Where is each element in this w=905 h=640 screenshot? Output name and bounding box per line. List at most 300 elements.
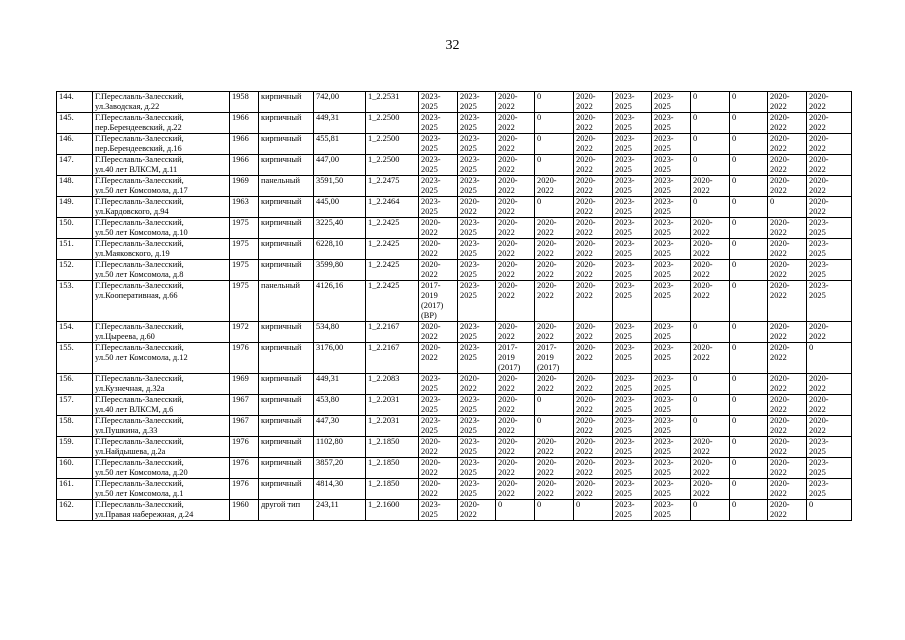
- period-cell-p7: [652, 395, 691, 416]
- material-cell: [259, 92, 314, 113]
- row-number-cell: [57, 395, 93, 416]
- period-cell-p10: [768, 322, 807, 343]
- period-cell-p5: [574, 395, 613, 416]
- period-cell-p8-line: 0: [693, 155, 698, 164]
- period-cell-p6-line: 2023-: [615, 437, 635, 446]
- period-cell-p8-line: 2020-: [693, 281, 713, 290]
- period-cell-p8: [691, 155, 730, 176]
- period-cell-p5: [574, 322, 613, 343]
- period-cell-p1-line: 2025: [421, 510, 438, 519]
- address-cell-line: Г.Переславль-Залесский,: [95, 343, 184, 352]
- period-cell-p10-line: 2022: [770, 102, 787, 111]
- period-cell-p2: [458, 155, 496, 176]
- code-cell-line: 1_2.2031: [368, 416, 400, 425]
- period-cell-p11-line: 2022: [809, 144, 826, 153]
- period-cell-p9-line: 0: [732, 479, 737, 488]
- period-cell-p7-line: 2025: [654, 270, 671, 279]
- period-cell-p8-line: 0: [693, 322, 698, 331]
- period-cell-p7-line: 2025: [654, 102, 671, 111]
- year-cell-line: 1966: [232, 155, 249, 164]
- period-cell-p4-line: 2019: [537, 353, 554, 362]
- period-cell-p11-line: 2022: [809, 405, 826, 414]
- period-cell-p7: [652, 322, 691, 343]
- year-cell: [230, 322, 259, 343]
- period-cell-p11: [807, 500, 852, 521]
- period-cell-p10-line: 2022: [770, 353, 787, 362]
- address-cell-line: ул.Пушкина, д.33: [95, 426, 158, 435]
- material-cell: [259, 479, 314, 500]
- period-cell-p6-line: 2023-: [615, 197, 635, 206]
- period-cell-p1-line: 2023-: [421, 134, 441, 143]
- period-cell-p5-line: 2020-: [576, 281, 596, 290]
- period-cell-p1-line: 2023-: [421, 155, 441, 164]
- address-cell-line: Г.Переславль-Залесский,: [95, 395, 184, 404]
- area-cell: [314, 197, 366, 218]
- period-cell-p8-line: 2020-: [693, 218, 713, 227]
- period-cell-p6: [613, 218, 652, 239]
- material-cell: [259, 500, 314, 521]
- period-cell-p4-line: 0: [537, 395, 542, 404]
- period-cell-p8-line: 0: [693, 134, 698, 143]
- period-cell-p4-line: 2022: [537, 384, 554, 393]
- period-cell-p2: [458, 395, 496, 416]
- period-cell-p11-line: 2025: [809, 468, 826, 477]
- period-cell-p7: [652, 92, 691, 113]
- table-row: [57, 176, 852, 197]
- code-cell-line: 1_2.2425: [368, 239, 400, 248]
- period-cell-p11: [807, 416, 852, 437]
- area-cell-line: 3176,00: [316, 343, 344, 352]
- period-cell-p11: [807, 113, 852, 134]
- page-number: 32: [445, 38, 460, 53]
- address-cell: [93, 281, 230, 322]
- period-cell-p10-line: 2022: [770, 144, 787, 153]
- period-cell-p4: [535, 239, 574, 260]
- period-cell-p10-line: 2022: [770, 405, 787, 414]
- period-cell-p10-line: 2020-: [770, 395, 790, 404]
- period-cell-p10-line: 2020-: [770, 479, 790, 488]
- period-cell-p8: [691, 92, 730, 113]
- row-number-cell-line: 155.: [59, 343, 74, 352]
- material-cell-line: кирпичный: [261, 134, 302, 143]
- row-number-cell-line: 153.: [59, 281, 74, 290]
- period-cell-p11: [807, 437, 852, 458]
- period-cell-p9: [730, 239, 768, 260]
- period-cell-p9: [730, 322, 768, 343]
- period-cell-p5-line: 2020-: [576, 437, 596, 446]
- period-cell-p1: [419, 343, 458, 374]
- period-cell-p3-line: 2022: [498, 384, 515, 393]
- period-cell-p3-line: 2020-: [498, 437, 518, 446]
- period-cell-p6-line: 2023-: [615, 500, 635, 509]
- address-cell: [93, 437, 230, 458]
- table-row: [57, 343, 852, 374]
- period-cell-p8-line: 2020-: [693, 260, 713, 269]
- period-cell-p3: [496, 281, 535, 322]
- period-cell-p2: [458, 239, 496, 260]
- period-cell-p1: [419, 176, 458, 197]
- address-cell-line: Г.Переславль-Залесский,: [95, 416, 184, 425]
- period-cell-p11: [807, 218, 852, 239]
- address-cell-line: ул.Найдышева, д.2а: [95, 447, 166, 456]
- period-cell-p11-line: 0: [809, 500, 814, 509]
- code-cell-line: 1_2.2500: [368, 113, 400, 122]
- period-cell-p9: [730, 281, 768, 322]
- address-cell-line: ул.Заводская, д.22: [95, 102, 160, 111]
- year-cell: [230, 155, 259, 176]
- row-number-cell: [57, 197, 93, 218]
- period-cell-p9: [730, 197, 768, 218]
- period-cell-p1: [419, 134, 458, 155]
- address-cell-line: ул.Цыреева, д.60: [95, 332, 155, 341]
- period-cell-p2: [458, 113, 496, 134]
- period-cell-p4-line: 2022: [537, 270, 554, 279]
- code-cell-line: 1_2.2531: [368, 92, 400, 101]
- address-cell-line: ул.50 лет Комсомола, д.17: [95, 186, 188, 195]
- row-number-cell: [57, 374, 93, 395]
- period-cell-p4-line: 2017-: [537, 343, 557, 352]
- period-cell-p6-line: 2025: [615, 123, 632, 132]
- period-cell-p3-line: 2022: [498, 489, 515, 498]
- period-cell-p9-line: 0: [732, 322, 737, 331]
- period-cell-p6: [613, 239, 652, 260]
- period-cell-p2-line: 2022: [460, 510, 477, 519]
- period-cell-p10-line: 2020-: [770, 134, 790, 143]
- area-cell: [314, 155, 366, 176]
- year-cell: [230, 218, 259, 239]
- period-cell-p5-line: 2020-: [576, 113, 596, 122]
- period-cell-p11: [807, 176, 852, 197]
- period-cell-p7-line: 2023-: [654, 218, 674, 227]
- period-cell-p2-line: 2025: [460, 270, 477, 279]
- period-cell-p5: [574, 239, 613, 260]
- period-cell-p9: [730, 374, 768, 395]
- period-cell-p4-line: 2020-: [537, 458, 557, 467]
- period-cell-p6-line: 2023-: [615, 458, 635, 467]
- period-cell-p2-line: 2025: [460, 489, 477, 498]
- period-cell-p5-line: 2020-: [576, 395, 596, 404]
- period-cell-p4: [535, 176, 574, 197]
- year-cell-line: 1958: [232, 92, 249, 101]
- period-cell-p7-line: 2025: [654, 468, 671, 477]
- period-cell-p1-line: 2025: [421, 186, 438, 195]
- address-cell-line: ул.50 лет Комсомола, д.10: [95, 228, 188, 237]
- period-cell-p9: [730, 395, 768, 416]
- area-cell-line: 455,81: [316, 134, 340, 143]
- address-cell-line: ул.Маяковского, д.19: [95, 249, 170, 258]
- code-cell-line: 1_2.2083: [368, 374, 400, 383]
- period-cell-p3-line: 2020-: [498, 92, 518, 101]
- period-cell-p5: [574, 281, 613, 322]
- period-cell-p2-line: 2025: [460, 332, 477, 341]
- period-cell-p3: [496, 197, 535, 218]
- area-cell: [314, 458, 366, 479]
- period-cell-p7: [652, 176, 691, 197]
- period-cell-p2-line: 2023-: [460, 322, 480, 331]
- period-cell-p6-line: 2023-: [615, 155, 635, 164]
- period-cell-p5-line: 2022: [576, 228, 593, 237]
- period-cell-p10-line: 2022: [770, 489, 787, 498]
- area-cell: [314, 239, 366, 260]
- address-cell: [93, 500, 230, 521]
- period-cell-p11-line: 2023-: [809, 437, 829, 446]
- row-number-cell-line: 148.: [59, 176, 74, 185]
- period-cell-p5-line: 2022: [576, 489, 593, 498]
- period-cell-p10-line: 2020-: [770, 113, 790, 122]
- area-cell: [314, 281, 366, 322]
- period-cell-p11-line: 2022: [809, 102, 826, 111]
- address-cell: [93, 134, 230, 155]
- year-cell: [230, 458, 259, 479]
- table-row: [57, 113, 852, 134]
- address-cell: [93, 458, 230, 479]
- material-cell-line: кирпичный: [261, 239, 302, 248]
- period-cell-p6-line: 2025: [615, 405, 632, 414]
- period-cell-p6: [613, 395, 652, 416]
- period-cell-p10-line: 2020-: [770, 92, 790, 101]
- period-cell-p3: [496, 239, 535, 260]
- period-cell-p3-line: (2017): [498, 363, 521, 372]
- material-cell-line: кирпичный: [261, 374, 302, 383]
- period-cell-p5-line: 0: [576, 500, 581, 509]
- period-cell-p1: [419, 500, 458, 521]
- period-cell-p11-line: 2020-: [809, 176, 829, 185]
- material-cell: [259, 343, 314, 374]
- code-cell: [366, 113, 419, 134]
- year-cell: [230, 92, 259, 113]
- period-cell-p11-line: 2025: [809, 447, 826, 456]
- period-cell-p9-line: 0: [732, 197, 737, 206]
- period-cell-p5-line: 2020-: [576, 176, 596, 185]
- period-cell-p3-line: 2020-: [498, 239, 518, 248]
- period-cell-p5-line: 2022: [576, 468, 593, 477]
- period-cell-p9: [730, 134, 768, 155]
- material-cell-line: кирпичный: [261, 437, 302, 446]
- period-cell-p3: [496, 500, 535, 521]
- period-cell-p8-line: 2022: [693, 468, 710, 477]
- year-cell: [230, 500, 259, 521]
- material-cell-line: кирпичный: [261, 322, 302, 331]
- material-cell: [259, 197, 314, 218]
- period-cell-p11: [807, 260, 852, 281]
- period-cell-p7-line: 2025: [654, 186, 671, 195]
- year-cell-line: 1960: [232, 500, 249, 509]
- period-cell-p3: [496, 437, 535, 458]
- code-cell-line: 1_2.1850: [368, 437, 400, 446]
- material-cell-line: кирпичный: [261, 416, 302, 425]
- period-cell-p10-line: 2022: [770, 447, 787, 456]
- period-cell-p1-line: (2017): [421, 301, 444, 310]
- period-cell-p2: [458, 500, 496, 521]
- period-cell-p4-line: 2020-: [537, 281, 557, 290]
- period-cell-p11-line: 2023-: [809, 260, 829, 269]
- year-cell: [230, 437, 259, 458]
- period-cell-p7: [652, 374, 691, 395]
- period-cell-p9-line: 0: [732, 458, 737, 467]
- period-cell-p11-line: 2025: [809, 249, 826, 258]
- period-cell-p1-line: 2022: [421, 270, 438, 279]
- year-cell: [230, 260, 259, 281]
- period-cell-p4: [535, 479, 574, 500]
- period-cell-p4-line: 2020-: [537, 437, 557, 446]
- period-cell-p1-line: 2025: [421, 384, 438, 393]
- period-cell-p4: [535, 416, 574, 437]
- period-cell-p1-line: 2025: [421, 426, 438, 435]
- address-cell-line: Г.Переславль-Залесский,: [95, 322, 184, 331]
- period-cell-p4-line: 0: [537, 500, 542, 509]
- period-cell-p5-line: 2020-: [576, 260, 596, 269]
- period-cell-p5-line: 2022: [576, 405, 593, 414]
- period-cell-p9: [730, 92, 768, 113]
- period-cell-p3: [496, 458, 535, 479]
- period-cell-p10-line: 2020-: [770, 322, 790, 331]
- period-cell-p3-line: 2020-: [498, 218, 518, 227]
- area-cell-line: 445,00: [316, 197, 340, 206]
- period-cell-p10-line: 2022: [770, 291, 787, 300]
- period-cell-p3-line: 2022: [498, 102, 515, 111]
- period-cell-p10-line: 2020-: [770, 343, 790, 352]
- period-cell-p8-line: 2020-: [693, 239, 713, 248]
- period-cell-p5: [574, 155, 613, 176]
- period-cell-p9: [730, 500, 768, 521]
- period-cell-p8-line: 2020-: [693, 479, 713, 488]
- address-cell: [93, 479, 230, 500]
- period-cell-p5-line: 2020-: [576, 458, 596, 467]
- period-cell-p10-line: 2022: [770, 165, 787, 174]
- period-cell-p11: [807, 155, 852, 176]
- period-cell-p10-line: 2020-: [770, 218, 790, 227]
- period-cell-p11-line: 2025: [809, 291, 826, 300]
- period-cell-p4: [535, 281, 574, 322]
- period-cell-p9: [730, 479, 768, 500]
- period-cell-p9-line: 0: [732, 416, 737, 425]
- address-cell: [93, 218, 230, 239]
- period-cell-p3-line: 2022: [498, 270, 515, 279]
- period-cell-p3-line: 2022: [498, 468, 515, 477]
- period-cell-p3-line: 2022: [498, 405, 515, 414]
- period-cell-p11-line: 2020-: [809, 113, 829, 122]
- period-cell-p6-line: 2023-: [615, 176, 635, 185]
- period-cell-p11-line: 2022: [809, 186, 826, 195]
- material-cell: [259, 374, 314, 395]
- period-cell-p1-line: 2017-: [421, 281, 441, 290]
- period-cell-p1-line: 2022: [421, 228, 438, 237]
- code-cell: [366, 134, 419, 155]
- address-cell: [93, 239, 230, 260]
- period-cell-p3-line: 2020-: [498, 281, 518, 290]
- period-cell-p10-line: 2020-: [770, 374, 790, 383]
- material-cell-line: кирпичный: [261, 113, 302, 122]
- period-cell-p1-line: 2020-: [421, 437, 441, 446]
- row-number-cell: [57, 458, 93, 479]
- code-cell: [366, 374, 419, 395]
- period-cell-p6-line: 2023-: [615, 239, 635, 248]
- period-cell-p7-line: 2023-: [654, 458, 674, 467]
- period-cell-p9-line: 0: [732, 239, 737, 248]
- area-cell-line: 742,00: [316, 92, 340, 101]
- period-cell-p3: [496, 155, 535, 176]
- year-cell-line: 1975: [232, 281, 249, 290]
- period-cell-p6: [613, 134, 652, 155]
- material-cell: [259, 281, 314, 322]
- period-cell-p7: [652, 239, 691, 260]
- material-cell: [259, 458, 314, 479]
- address-cell: [93, 197, 230, 218]
- period-cell-p2-line: 2023-: [460, 239, 480, 248]
- period-cell-p6-line: 2023-: [615, 343, 635, 352]
- period-cell-p10: [768, 239, 807, 260]
- period-cell-p5-line: 2020-: [576, 155, 596, 164]
- period-cell-p7-line: 2023-: [654, 395, 674, 404]
- period-cell-p7-line: 2025: [654, 405, 671, 414]
- address-cell-line: Г.Переславль-Залесский,: [95, 134, 184, 143]
- period-cell-p6-line: 2023-: [615, 416, 635, 425]
- period-cell-p5-line: 2020-: [576, 343, 596, 352]
- period-cell-p4: [535, 437, 574, 458]
- period-cell-p1-line: 2020-: [421, 479, 441, 488]
- period-cell-p2-line: 2025: [460, 249, 477, 258]
- year-cell: [230, 113, 259, 134]
- period-cell-p8: [691, 395, 730, 416]
- period-cell-p11-line: 2020-: [809, 134, 829, 143]
- period-cell-p9: [730, 260, 768, 281]
- row-number-cell: [57, 134, 93, 155]
- code-cell: [366, 176, 419, 197]
- address-cell-line: ул.Кооперативная, д.66: [95, 291, 178, 300]
- area-cell-line: 3591,50: [316, 176, 344, 185]
- period-cell-p10-line: 0: [770, 197, 775, 206]
- period-cell-p4: [535, 458, 574, 479]
- period-cell-p7-line: 2023-: [654, 374, 674, 383]
- period-cell-p4-line: 2022: [537, 228, 554, 237]
- period-cell-p3-line: 2019: [498, 353, 515, 362]
- address-cell-line: Г.Переславль-Залесский,: [95, 479, 184, 488]
- code-cell-line: 1_2.2031: [368, 395, 400, 404]
- period-cell-p4-line: 2022: [537, 332, 554, 341]
- row-number-cell: [57, 343, 93, 374]
- area-cell: [314, 176, 366, 197]
- row-number-cell-line: 144.: [59, 92, 74, 101]
- period-cell-p6-line: 2025: [615, 144, 632, 153]
- period-cell-p1: [419, 197, 458, 218]
- period-cell-p7-line: 2025: [654, 510, 671, 519]
- code-cell-line: 1_2.2425: [368, 260, 400, 269]
- area-cell: [314, 437, 366, 458]
- period-cell-p3-line: 2022: [498, 228, 515, 237]
- period-cell-p8: [691, 113, 730, 134]
- period-cell-p4: [535, 374, 574, 395]
- period-cell-p6: [613, 197, 652, 218]
- period-cell-p6-line: 2023-: [615, 92, 635, 101]
- period-cell-p2-line: 2025: [460, 228, 477, 237]
- period-cell-p6-line: 2025: [615, 447, 632, 456]
- period-cell-p1-line: 2020-: [421, 260, 441, 269]
- period-cell-p4: [535, 155, 574, 176]
- period-cell-p5-line: 2022: [576, 123, 593, 132]
- year-cell-line: 1976: [232, 458, 249, 467]
- period-cell-p10: [768, 458, 807, 479]
- period-cell-p5-line: 2022: [576, 353, 593, 362]
- period-cell-p2-line: 2023-: [460, 92, 480, 101]
- period-cell-p5-line: 2020-: [576, 239, 596, 248]
- period-cell-p8-line: 0: [693, 395, 698, 404]
- period-cell-p11-line: 2025: [809, 270, 826, 279]
- period-cell-p11: [807, 479, 852, 500]
- period-cell-p5-line: 2020-: [576, 134, 596, 143]
- row-number-cell: [57, 322, 93, 343]
- period-cell-p1-line: 2020-: [421, 239, 441, 248]
- period-cell-p11: [807, 374, 852, 395]
